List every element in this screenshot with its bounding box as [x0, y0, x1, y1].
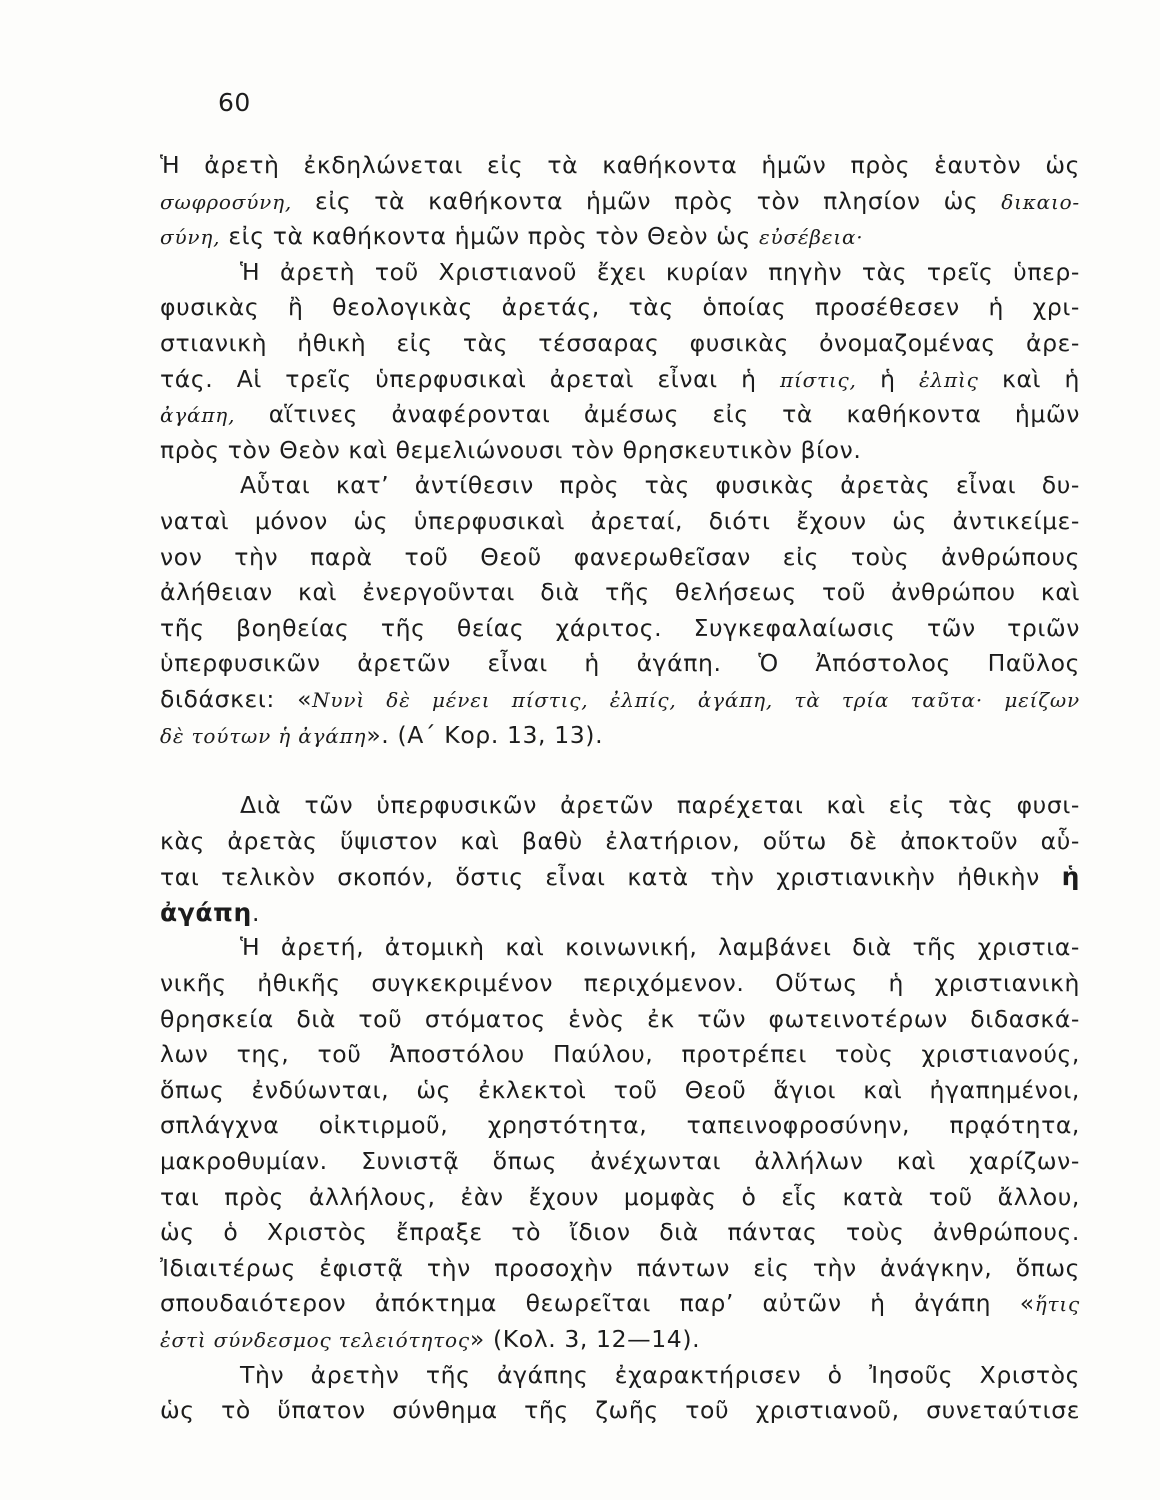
text-run: ». (Α΄ Κορ. 13, 13). — [366, 720, 604, 749]
text-line: ται πρὸς ἀλλήλους, ἐὰν ἔχουν μομφὰς ὁ εἷς κατὰ τοῦ ἄλλου, — [160, 1182, 1080, 1211]
paragraph-4 — [160, 788, 1080, 930]
paragraph-2 — [160, 255, 1080, 469]
text-line: ἀλήθειαν καὶ ἐνεργοῦνται διὰ τῆς θελήσεως τοῦ ἀνθρώπου καὶ — [160, 578, 1080, 607]
text-line: φυσικὰς ἢ θεολογικὰς ἀρετάς, τὰς ὁποίας προσέθεσεν ἡ χρι- — [160, 293, 1080, 322]
text-line — [160, 859, 1080, 895]
text-line — [160, 219, 1080, 255]
text-line: Ἡ ἀρετὴ ἐκδηλώνεται εἰς τὰ καθήκοντα ἡμῶν πρὸς ἑαυτὸν ὡς — [160, 151, 1080, 179]
text-line — [160, 895, 1080, 931]
text-run: . — [251, 898, 261, 927]
text-run: ται τελικὸν σκοπόν, ὅστις εἶναι κατὰ τὴν χριστιανικὴν ἠθικὴν — [160, 863, 1062, 892]
text-run: ἡ — [856, 364, 919, 393]
paragraph-6 — [160, 1358, 1080, 1429]
text-line: νικῆς ἠθικῆς συγκεκριμένον περιχόμενον. Οὕτως ἡ χριστιανικὴ — [160, 969, 1080, 998]
italic-term: σύνη, — [160, 225, 221, 250]
italic-term: σωφροσύνη, — [160, 189, 293, 214]
text-line: Ἡ ἀρετὴ τοῦ Χριστιανοῦ ἔχει κυρίαν πηγὴν τὰς τρεῖς ὑπερ- — [240, 257, 1080, 286]
text-line: θρησκεία διὰ τοῦ στόματος ἑνὸς ἐκ τῶν φωτεινοτέρων διδασκά- — [160, 1004, 1080, 1033]
text-line: τῆς βοηθείας τῆς θείας χάριτος. Συγκεφαλαίωσις τῶν τριῶν — [160, 613, 1080, 642]
page-number: 60 — [218, 88, 251, 117]
text-run: διδάσκει: « — [160, 684, 313, 713]
text-line — [160, 1286, 1080, 1322]
text-line: Αὗται κατ’ ἀντίθεσιν πρὸς τὰς φυσικὰς ἀρετὰς εἶναι δυ- — [240, 471, 1080, 500]
text-run: σπουδαιότερον ἀπόκτημα θεωρεῖται παρ’ αὐτῶν ἡ ἀγάπη « — [160, 1289, 1035, 1318]
text-line — [160, 718, 1080, 754]
paragraph-5 — [160, 930, 1080, 1357]
italic-term: εὐσέβεια· — [758, 225, 864, 250]
italic-quote: ἐστὶ σύνδεσμος τελειότητος — [160, 1328, 470, 1352]
text-run: αἵτινες ἀναφέρονται ἀμέσως εἰς τὰ καθήκοντα ἡμῶν — [235, 400, 1080, 429]
italic-term: πίστις, — [780, 367, 857, 392]
text-line: κὰς ἀρετὰς ὕψιστον καὶ βαθὺ ἐλατήριον, οὕτω δὲ ἀποκτοῦν αὗ- — [160, 826, 1080, 855]
text-line — [160, 682, 1080, 718]
text-line: Διὰ τῶν ὑπερφυσικῶν ἀρετῶν παρέχεται καὶ εἰς τὰς φυσι- — [240, 791, 1080, 820]
text-line — [160, 397, 1080, 433]
section-gap — [160, 753, 1080, 788]
italic-quote: Νυνὶ δὲ μένει πίστις, ἐλπίς, ἀγάπη, τὰ τρία ταῦτα· μείζων — [312, 687, 1080, 712]
text-run: εἰς τὰ καθήκοντα ἡμῶν πρὸς τὸν πλησίον ὡς — [292, 186, 1002, 215]
paragraph-1 — [160, 148, 1080, 255]
italic-term: δικαιο- — [1001, 189, 1080, 214]
italic-term: ἀγάπη, — [160, 403, 236, 428]
paragraph-3 — [160, 468, 1080, 753]
text-line: Ἰδιαιτέρως ἐφιστᾷ τὴν προσοχὴν πάντων εἰς τὴν ἀνάγκην, ὅπως — [160, 1253, 1080, 1282]
text-run: τάς. Αἱ τρεῖς ὑπερφυσικαὶ ἀρεταὶ εἶναι ἡ — [160, 364, 780, 393]
text-line: μακροθυμίαν. Συνιστᾷ ὅπως ἀνέχωνται ἀλλήλων καὶ χαρίζων- — [160, 1147, 1080, 1176]
italic-quote: δὲ τούτων ἡ ἀγάπη — [160, 723, 367, 748]
text-line: Τὴν ἀρετὴν τῆς ἀγάπης ἐχαρακτήρισεν ὁ Ἰησοῦς Χριστὸς — [240, 1360, 1080, 1389]
italic-term: ἐλπὶς — [919, 367, 979, 392]
italic-quote: ἥτις — [1034, 1292, 1080, 1317]
text-line: ὡς ὁ Χριστὸς ἔπραξε τὸ ἴδιον διὰ πάντας τοὺς ἀνθρώπους. — [160, 1218, 1080, 1247]
text-line — [160, 1322, 1080, 1358]
text-run: » (Κολ. 3, 12—14). — [469, 1325, 701, 1353]
text-line: ὅπως ἐνδύωνται, ὡς ἐκλεκτοὶ τοῦ Θεοῦ ἅγιοι καὶ ἠγαπημένοι, — [160, 1075, 1080, 1104]
text-line: ὡς τὸ ὕπατον σύνθημα τῆς ζωῆς τοῦ χριστιανοῦ, συνεταύτισε — [160, 1396, 1080, 1425]
bold-term: ἀγάπη — [160, 897, 252, 927]
text-line: πρὸς τὸν Θεὸν καὶ θεμελιώνουσι τὸν θρησκευτικὸν βίον. — [160, 435, 862, 464]
text-line: Ἡ ἀρετή, ἀτομικὴ καὶ κοινωνική, λαμβάνει διὰ τῆς χριστια- — [240, 933, 1080, 962]
bold-term: ἡ — [1061, 862, 1080, 892]
text-line: σπλάγχνα οἰκτιρμοῦ, χρηστότητα, ταπεινοφροσύνην, πρᾳότητα, — [160, 1111, 1080, 1140]
text-line: λων της, τοῦ Ἀποστόλου Παύλου, προτρέπει τοὺς χριστιανούς, — [160, 1040, 1080, 1069]
text-line: ναταὶ μόνον ὡς ὑπερφυσικαὶ ἀρεταί, διότι ἔχουν ὡς ἀντικείμε- — [160, 506, 1080, 535]
text-line: στιανικὴ ἠθικὴ εἰς τὰς τέσσαρας φυσικὰς ὀνομαζομένας ἀρε- — [160, 328, 1080, 357]
text-line — [160, 362, 1080, 398]
text-run: καὶ ἡ — [978, 364, 1080, 393]
text-line — [160, 184, 1080, 220]
text-run: εἰς τὰ καθήκοντα ἡμῶν πρὸς τὸν Θεὸν ὡς — [220, 222, 759, 251]
text-line: νον τὴν παρὰ τοῦ Θεοῦ φανερωθεῖσαν εἰς τοὺς ἀνθρώπους — [160, 542, 1080, 571]
text-line: ὑπερφυσικῶν ἀρετῶν εἶναι ἡ ἀγάπη. Ὁ Ἀπόστολος Παῦλος — [160, 649, 1080, 678]
body-text — [160, 148, 1080, 1429]
